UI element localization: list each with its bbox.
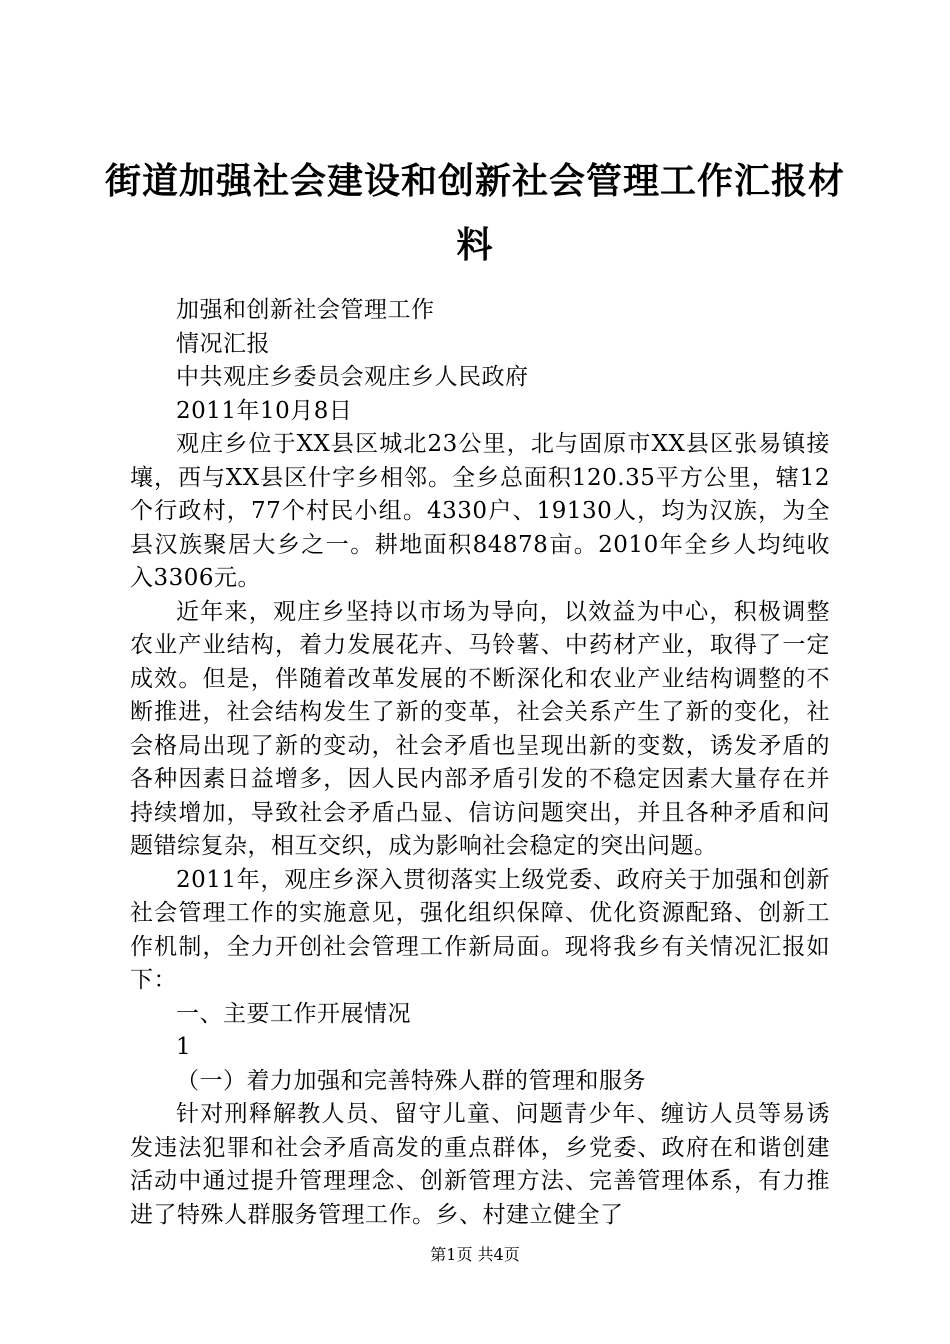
paragraph-intro: 2011年，观庄乡深入贯彻落实上级党委、政府关于加强和创新社会管理工作的实施意见，强化组织保障、优化资源配臵、创新工作机制，全力开创社会管理工作新局面。现将我乡有关情况汇报如下： xyxy=(130,866,830,993)
paragraph-background: 近年来，观庄乡坚持以市场为导向，以效益为中心，积极调整农业产业结构，着力发展花卉、马铃薯、中药材产业，取得了一定成效。但是，伴随着改革发展的不断深化和农业产业结构调整的不断推进，社会结构发生了新的变革，社会关系产生了新的变化，社会格局出现了新的变动，社会矛盾也呈现出新的变数，诱发矛盾的各种因素日益增多，因人民内部矛盾引发的不稳定因素大量存在并持续增加，导致社会矛盾凸显、信访问题突出，并且各种矛盾和问题错综复杂，相互交织，成为影响社会稳定的突出问题。 xyxy=(130,598,830,859)
paragraph-overview: 观庄乡位于XX县区城北23公里，北与固原市XX县区张易镇接壤，西与XX县区什字乡相邻。全乡总面积120.35平方公里，辖12个行政村，77个村民小组。4330户、19130人，均为汉族，为全县汉族聚居大乡之一。耕地面积84878亩。2010年全乡人均纯收入3306元。 xyxy=(130,431,830,591)
header-line-report: 情况汇报 xyxy=(176,330,270,357)
document-title-line-2: 料 xyxy=(456,225,494,266)
page-marker: 1 xyxy=(176,1034,192,1060)
header-line-date: 2011年10月8日 xyxy=(176,397,353,424)
section-heading: 一、主要工作开展情况 xyxy=(176,1000,411,1027)
page-footer: 第1页 共4页 xyxy=(430,1245,520,1264)
document-body xyxy=(130,294,830,1232)
header-line-author: 中共观庄乡委员会观庄乡人民政府 xyxy=(176,364,529,390)
subsection-heading: （一）着力加强和完善特殊人群的管理和服务 xyxy=(176,1067,646,1094)
paragraph-special-groups: 针对刑释解教人员、留守儿童、问题青少年、缠访人员等易诱发违法犯罪和社会矛盾高发的重点群体，乡党委、政府在和谐创建活动中通过提升管理理念、创新管理方法、完善管理体系，有力推进了特殊人群服务管理工作。乡、村建立健全了 xyxy=(130,1101,830,1228)
header-line-subject: 加强和创新社会管理工作 xyxy=(176,297,435,323)
document-title-line-1: 街道加强社会建设和创新社会管理工作汇报材 xyxy=(104,161,845,202)
